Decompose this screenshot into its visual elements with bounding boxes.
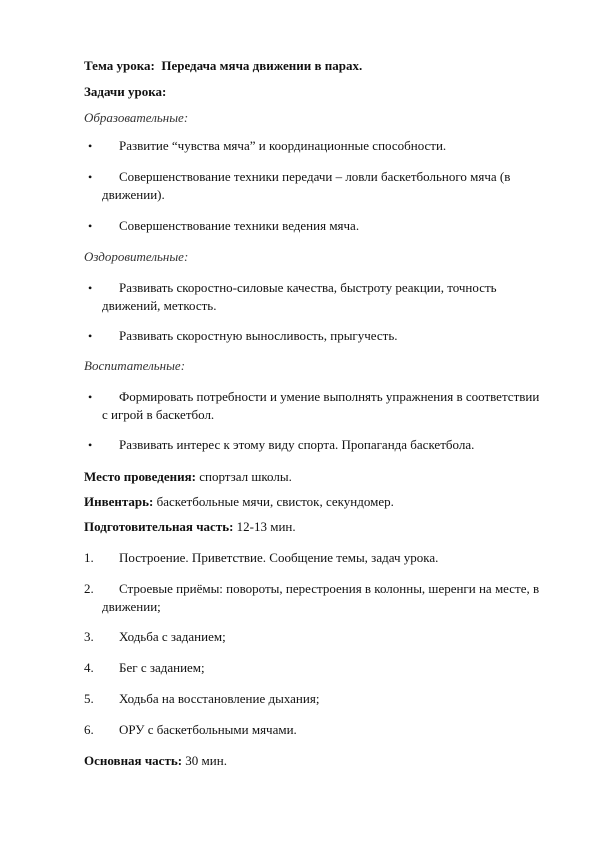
list-item <box>102 279 542 315</box>
bullet-icon: • <box>88 438 93 452</box>
list-item-text: Развитие “чувства мяча” и координационные способности. <box>119 138 447 153</box>
section-title-upbringing: Воспитательные: <box>84 358 186 373</box>
list-item-text: Формировать потребности и умение выполнять упражнения в соответствии с игрой в баскетбол. <box>102 389 540 422</box>
place-value: спортзал школы. <box>199 469 292 484</box>
lesson-inventory <box>84 493 394 511</box>
step-text: Ходьба с заданием; <box>119 629 226 644</box>
main-value: 30 мин. <box>185 753 227 768</box>
main-part <box>84 752 227 770</box>
lesson-place <box>84 468 292 486</box>
tasks-heading: Задачи урока: <box>84 84 167 99</box>
step-number: 4. <box>84 660 94 675</box>
prep-part <box>84 518 296 536</box>
prep-label: Подготовительная часть: <box>84 519 234 534</box>
prep-value: 12-13 мин. <box>236 519 296 534</box>
step-text: Построение. Приветствие. Сообщение темы, задач урока. <box>119 550 439 565</box>
step-number: 3. <box>84 629 94 644</box>
list-item <box>102 436 542 454</box>
bullet-icon: • <box>88 219 93 233</box>
step-text: Строевые приёмы: повороты, перестроения в колонны, шеренги на месте, в движении; <box>102 581 540 614</box>
topic-value: Передача мяча движении в парах. <box>161 58 363 73</box>
place-label: Место проведения: <box>84 469 196 484</box>
list-item-text: Совершенствование техники ведения мяча. <box>119 218 360 233</box>
step-number: 2. <box>84 581 94 596</box>
bullet-icon: • <box>88 390 93 404</box>
step-text: Ходьба на восстановление дыхания; <box>119 691 320 706</box>
list-item <box>102 168 542 204</box>
section-title-educational: Образовательные: <box>84 110 189 125</box>
list-item-text: Развивать интерес к этому виду спорта. Пропаганда баскетбола. <box>119 437 475 452</box>
step-item <box>102 659 542 677</box>
bullet-icon: • <box>88 139 93 153</box>
step-item <box>102 580 542 616</box>
step-item <box>102 628 542 646</box>
step-number: 1. <box>84 550 94 565</box>
list-item <box>102 217 542 235</box>
topic-label: Тема урока: <box>84 58 155 73</box>
list-item <box>102 327 542 345</box>
bullet-icon: • <box>88 170 93 184</box>
list-item-text: Развивать скоростную выносливость, прыгучесть. <box>119 328 398 343</box>
bullet-icon: • <box>88 329 93 343</box>
inventory-value: баскетбольные мячи, свисток, секундомер. <box>156 494 394 509</box>
step-item <box>102 721 542 739</box>
lesson-topic <box>84 57 362 75</box>
step-item <box>102 690 542 708</box>
list-item-text: Развивать скоростно-силовые качества, быстроту реакции, точность движений, меткость. <box>102 280 497 313</box>
step-number: 5. <box>84 691 94 706</box>
list-item <box>102 388 542 424</box>
step-text: Бег с заданием; <box>119 660 205 675</box>
step-item <box>102 549 542 567</box>
bullet-icon: • <box>88 281 93 295</box>
inventory-label: Инвентарь: <box>84 494 154 509</box>
step-number: 6. <box>84 722 94 737</box>
step-text: ОРУ с баскетбольными мячами. <box>119 722 297 737</box>
main-label: Основная часть: <box>84 753 183 768</box>
list-item <box>102 137 542 155</box>
section-title-health: Оздоровительные: <box>84 249 189 264</box>
list-item-text: Совершенствование техники передачи – ловли баскетбольного мяча (в движении). <box>102 169 511 202</box>
